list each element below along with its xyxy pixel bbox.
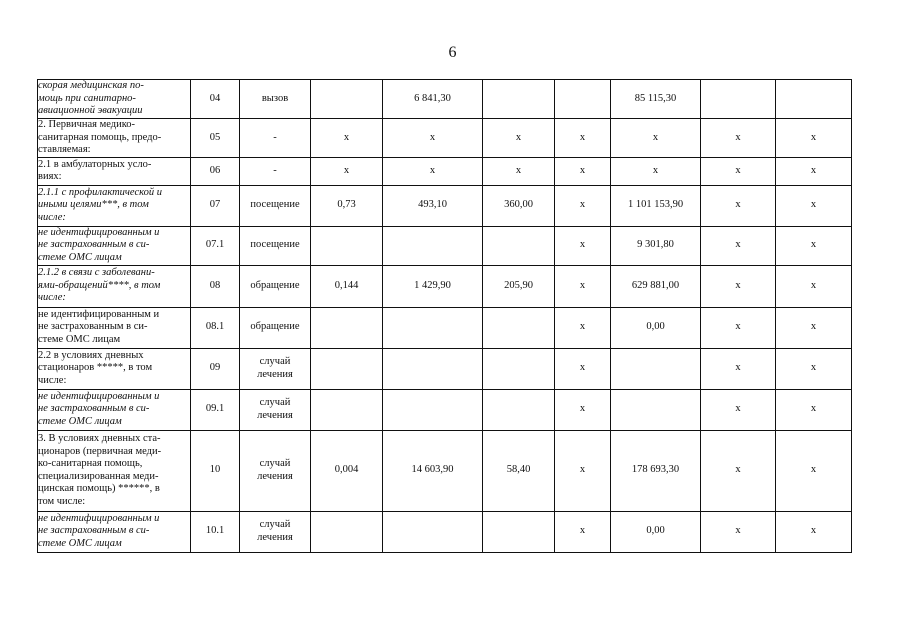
value-cell-c2 — [383, 348, 483, 389]
value-cell-c4: х — [555, 307, 611, 348]
unit-cell: случай лечения — [240, 389, 311, 430]
unit-cell: обращение — [240, 307, 311, 348]
value-cell-c4 — [555, 80, 611, 119]
table-row — [38, 430, 852, 511]
value-cell-c3 — [483, 348, 555, 389]
value-cell-c7: х — [776, 511, 852, 552]
row-label-cell: 2. Первичная медико- санитарная помощь, предо- ставляемая: — [38, 119, 191, 158]
value-cell-c6: х — [701, 185, 776, 226]
value-cell-c4: х — [555, 157, 611, 185]
value-cell-c4: х — [555, 119, 611, 158]
value-cell-c1 — [311, 348, 383, 389]
value-cell-c2 — [383, 389, 483, 430]
value-cell-c1 — [311, 389, 383, 430]
value-cell-c4: х — [555, 511, 611, 552]
value-cell-c6: х — [701, 119, 776, 158]
value-cell-c6: х — [701, 511, 776, 552]
unit-cell: посещение — [240, 226, 311, 265]
value-cell-c4: х — [555, 389, 611, 430]
value-cell-c5: 0,00 — [611, 511, 701, 552]
row-code-cell: 05 — [191, 119, 240, 158]
value-cell-c6: х — [701, 226, 776, 265]
value-cell-c2 — [383, 226, 483, 265]
financing-table — [37, 79, 852, 553]
value-cell-c7: х — [776, 185, 852, 226]
value-cell-c1 — [311, 307, 383, 348]
value-cell-c1: х — [311, 157, 383, 185]
value-cell-c7: х — [776, 430, 852, 511]
value-cell-c7: х — [776, 265, 852, 307]
row-code-cell: 07 — [191, 185, 240, 226]
table-row — [38, 511, 852, 552]
value-cell-c7: х — [776, 389, 852, 430]
value-cell-c7: х — [776, 157, 852, 185]
table-row — [38, 157, 852, 185]
row-code-cell: 08.1 — [191, 307, 240, 348]
value-cell-c2: х — [383, 119, 483, 158]
value-cell-c5 — [611, 389, 701, 430]
value-cell-c7 — [776, 80, 852, 119]
value-cell-c2: 6 841,30 — [383, 80, 483, 119]
unit-cell: обращение — [240, 265, 311, 307]
page-number: 6 — [448, 44, 457, 61]
value-cell-c2: 14 603,90 — [383, 430, 483, 511]
table-row — [38, 307, 852, 348]
table-row — [38, 389, 852, 430]
value-cell-c6: х — [701, 265, 776, 307]
value-cell-c4: х — [555, 348, 611, 389]
value-cell-c3: х — [483, 119, 555, 158]
row-label-cell: не идентифицированным и не застрахованным в си- стеме ОМС лицам — [38, 307, 191, 348]
row-code-cell: 09.1 — [191, 389, 240, 430]
value-cell-c1: 0,004 — [311, 430, 383, 511]
unit-cell: случай лечения — [240, 511, 311, 552]
value-cell-c6 — [701, 80, 776, 119]
value-cell-c6: х — [701, 307, 776, 348]
unit-cell: - — [240, 119, 311, 158]
value-cell-c6: х — [701, 430, 776, 511]
row-code-cell: 04 — [191, 80, 240, 119]
table-row — [38, 226, 852, 265]
value-cell-c2: 493,10 — [383, 185, 483, 226]
value-cell-c5: 1 101 153,90 — [611, 185, 701, 226]
value-cell-c1 — [311, 511, 383, 552]
table-row — [38, 265, 852, 307]
value-cell-c5 — [611, 348, 701, 389]
row-label-cell: не идентифицированным и не застрахованным в си- стеме ОМС лицам — [38, 226, 191, 265]
value-cell-c1: х — [311, 119, 383, 158]
value-cell-c2: 1 429,90 — [383, 265, 483, 307]
table-row — [38, 185, 852, 226]
row-label-cell: 2.1.2 в связи с заболевани- ями-обращений****, в том числе: — [38, 265, 191, 307]
value-cell-c3: 205,90 — [483, 265, 555, 307]
value-cell-c2 — [383, 307, 483, 348]
value-cell-c7: х — [776, 307, 852, 348]
row-code-cell: 08 — [191, 265, 240, 307]
table-row — [38, 80, 852, 119]
value-cell-c2 — [383, 511, 483, 552]
row-code-cell: 09 — [191, 348, 240, 389]
value-cell-c2: х — [383, 157, 483, 185]
value-cell-c3: х — [483, 157, 555, 185]
value-cell-c6: х — [701, 389, 776, 430]
value-cell-c1: 0,73 — [311, 185, 383, 226]
value-cell-c5: 0,00 — [611, 307, 701, 348]
value-cell-c5: х — [611, 119, 701, 158]
value-cell-c5: 85 115,30 — [611, 80, 701, 119]
value-cell-c1: 0,144 — [311, 265, 383, 307]
value-cell-c4: х — [555, 265, 611, 307]
value-cell-c4: х — [555, 226, 611, 265]
value-cell-c6: х — [701, 348, 776, 389]
value-cell-c7: х — [776, 119, 852, 158]
row-label-cell: 2.1 в амбулаторных усло- виях: — [38, 157, 191, 185]
row-code-cell: 06 — [191, 157, 240, 185]
value-cell-c1 — [311, 80, 383, 119]
value-cell-c3 — [483, 389, 555, 430]
unit-cell: - — [240, 157, 311, 185]
row-code-cell: 10.1 — [191, 511, 240, 552]
value-cell-c5: 9 301,80 — [611, 226, 701, 265]
row-label-cell: не идентифицированным и не застрахованным в си- стеме ОМС лицам — [38, 511, 191, 552]
row-label-cell: не идентифицированным и не застрахованным в си- стеме ОМС лицам — [38, 389, 191, 430]
value-cell-c3 — [483, 307, 555, 348]
row-code-cell: 07.1 — [191, 226, 240, 265]
value-cell-c3 — [483, 80, 555, 119]
value-cell-c4: х — [555, 185, 611, 226]
table-row — [38, 348, 852, 389]
unit-cell: посещение — [240, 185, 311, 226]
value-cell-c4: х — [555, 430, 611, 511]
value-cell-c3 — [483, 226, 555, 265]
value-cell-c5: 629 881,00 — [611, 265, 701, 307]
unit-cell: вызов — [240, 80, 311, 119]
value-cell-c5: 178 693,30 — [611, 430, 701, 511]
value-cell-c6: х — [701, 157, 776, 185]
value-cell-c5: х — [611, 157, 701, 185]
value-cell-c7: х — [776, 226, 852, 265]
row-label-cell: 2.1.1 с профилактической и иными целями***, в том числе: — [38, 185, 191, 226]
row-label-cell: скорая медицинская по- мощь при санитарно- авиационной эвакуации — [38, 80, 191, 119]
value-cell-c7: х — [776, 348, 852, 389]
value-cell-c3: 360,00 — [483, 185, 555, 226]
table-row — [38, 119, 852, 158]
value-cell-c3 — [483, 511, 555, 552]
row-label-cell: 2.2 в условиях дневных стационаров *****, в том числе: — [38, 348, 191, 389]
row-label-cell: 3. В условиях дневных ста- ционаров (первичная меди- ко-санитарная помощь, специализированная меди- цинская помощь) ******, в том числе: — [38, 430, 191, 511]
value-cell-c3: 58,40 — [483, 430, 555, 511]
row-code-cell: 10 — [191, 430, 240, 511]
unit-cell: случай лечения — [240, 348, 311, 389]
value-cell-c1 — [311, 226, 383, 265]
unit-cell: случай лечения — [240, 430, 311, 511]
